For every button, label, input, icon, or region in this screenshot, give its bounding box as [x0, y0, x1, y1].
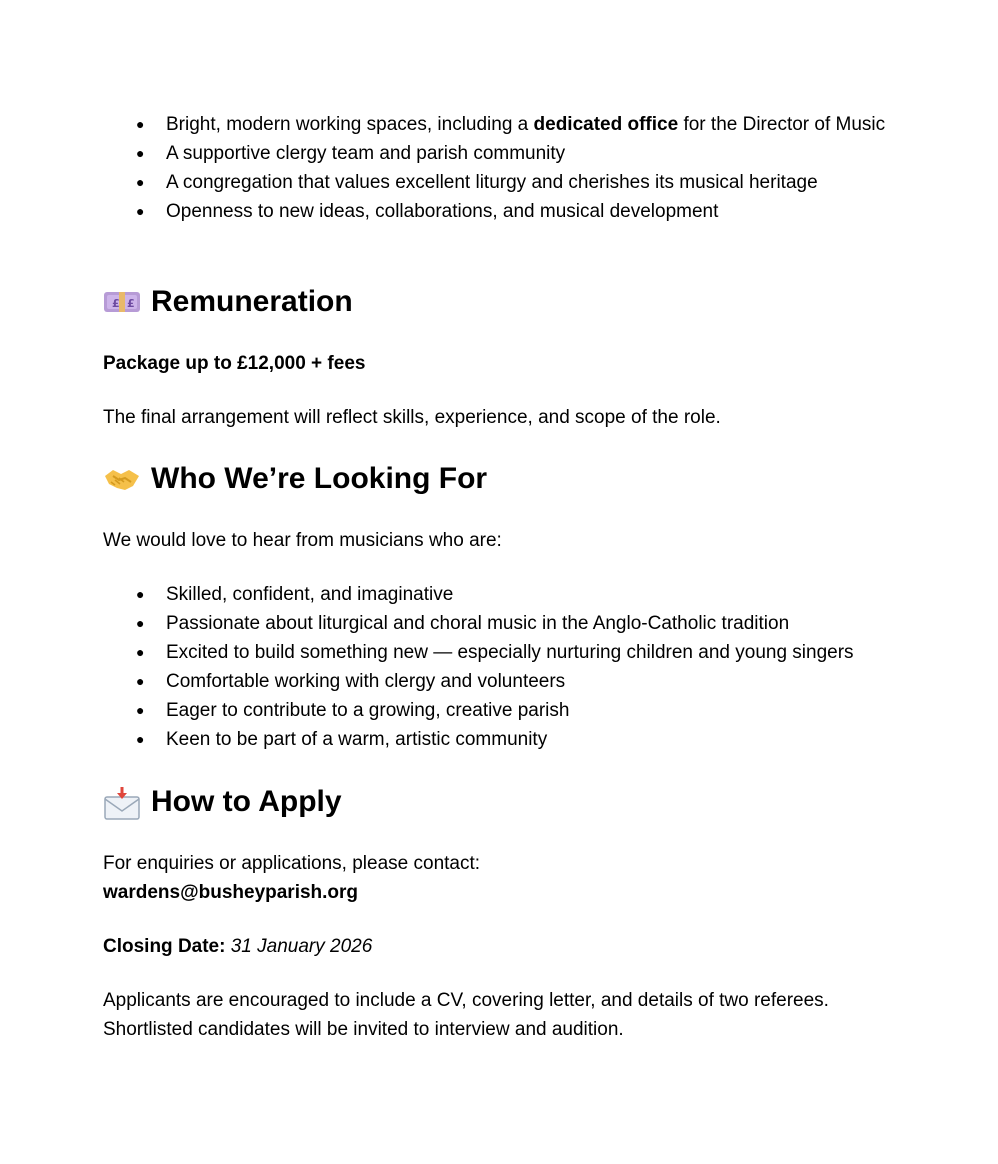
arrangement-text: The final arrangement will reflect skills, experience, and scope of the role.	[103, 407, 721, 428]
bullet-icon: ●	[136, 615, 145, 631]
svg-text:£: £	[112, 297, 120, 310]
bullet-icon: ●	[136, 586, 145, 602]
bullet-icon: ●	[136, 644, 145, 660]
list-item: ● Skilled, confident, and imaginative	[0, 580, 886, 609]
bullet-icon: ●	[136, 174, 145, 190]
bullet-icon: ●	[136, 116, 145, 132]
list-item: ● Bright, modern working spaces, including a dedicated office for the Director of Music	[0, 110, 886, 139]
contact-text: For enquiries or applications, please contact:	[103, 853, 481, 874]
svg-text:£: £	[127, 297, 135, 310]
contact-email[interactable]: wardens@busheyparish.org	[103, 882, 359, 903]
bullet-icon: ●	[136, 145, 145, 161]
list-item: ● Comfortable working with clergy and volunteers	[0, 667, 886, 696]
bullet-icon: ●	[136, 673, 145, 689]
list-item: ● A supportive clergy team and parish community	[0, 139, 886, 168]
looking-for-heading: Who We’re Looking For	[103, 459, 487, 499]
pound-banknote-icon	[103, 287, 141, 317]
envelope-with-arrow-icon	[103, 787, 141, 817]
bullet-icon: ●	[136, 702, 145, 718]
list-item: ● Eager to contribute to a growing, creative parish	[0, 696, 886, 725]
handshake-icon	[103, 464, 141, 494]
list-item: ● Keen to be part of a warm, artistic community	[0, 725, 886, 754]
list-item: ● A congregation that values excellent liturgy and cherishes its musical heritage	[0, 168, 886, 197]
list-item: ● Passionate about liturgical and choral music in the Anglo-Catholic tradition	[0, 609, 886, 638]
how-to-apply-heading: How to Apply	[103, 782, 342, 822]
application-instructions: Applicants are encouraged to include a CV, covering letter, and details of two referees. Shortlisted candidates will be invited to interview and audition.	[103, 990, 829, 1040]
closing-date: Closing Date: 31 January 2026	[103, 936, 373, 957]
qualities-list	[0, 580, 886, 754]
facilities-list	[0, 110, 886, 226]
remuneration-heading: £ £ Remuneration	[103, 282, 353, 322]
list-item: ● Openness to new ideas, collaborations, and musical development	[0, 197, 886, 226]
bullet-icon: ●	[136, 731, 145, 747]
bullet-icon: ●	[136, 203, 145, 219]
package-text: Package up to £12,000 + fees	[103, 353, 366, 374]
looking-for-intro: We would love to hear from musicians who are:	[103, 530, 502, 551]
list-item: ● Excited to build something new — especially nurturing children and young singers	[0, 638, 886, 667]
